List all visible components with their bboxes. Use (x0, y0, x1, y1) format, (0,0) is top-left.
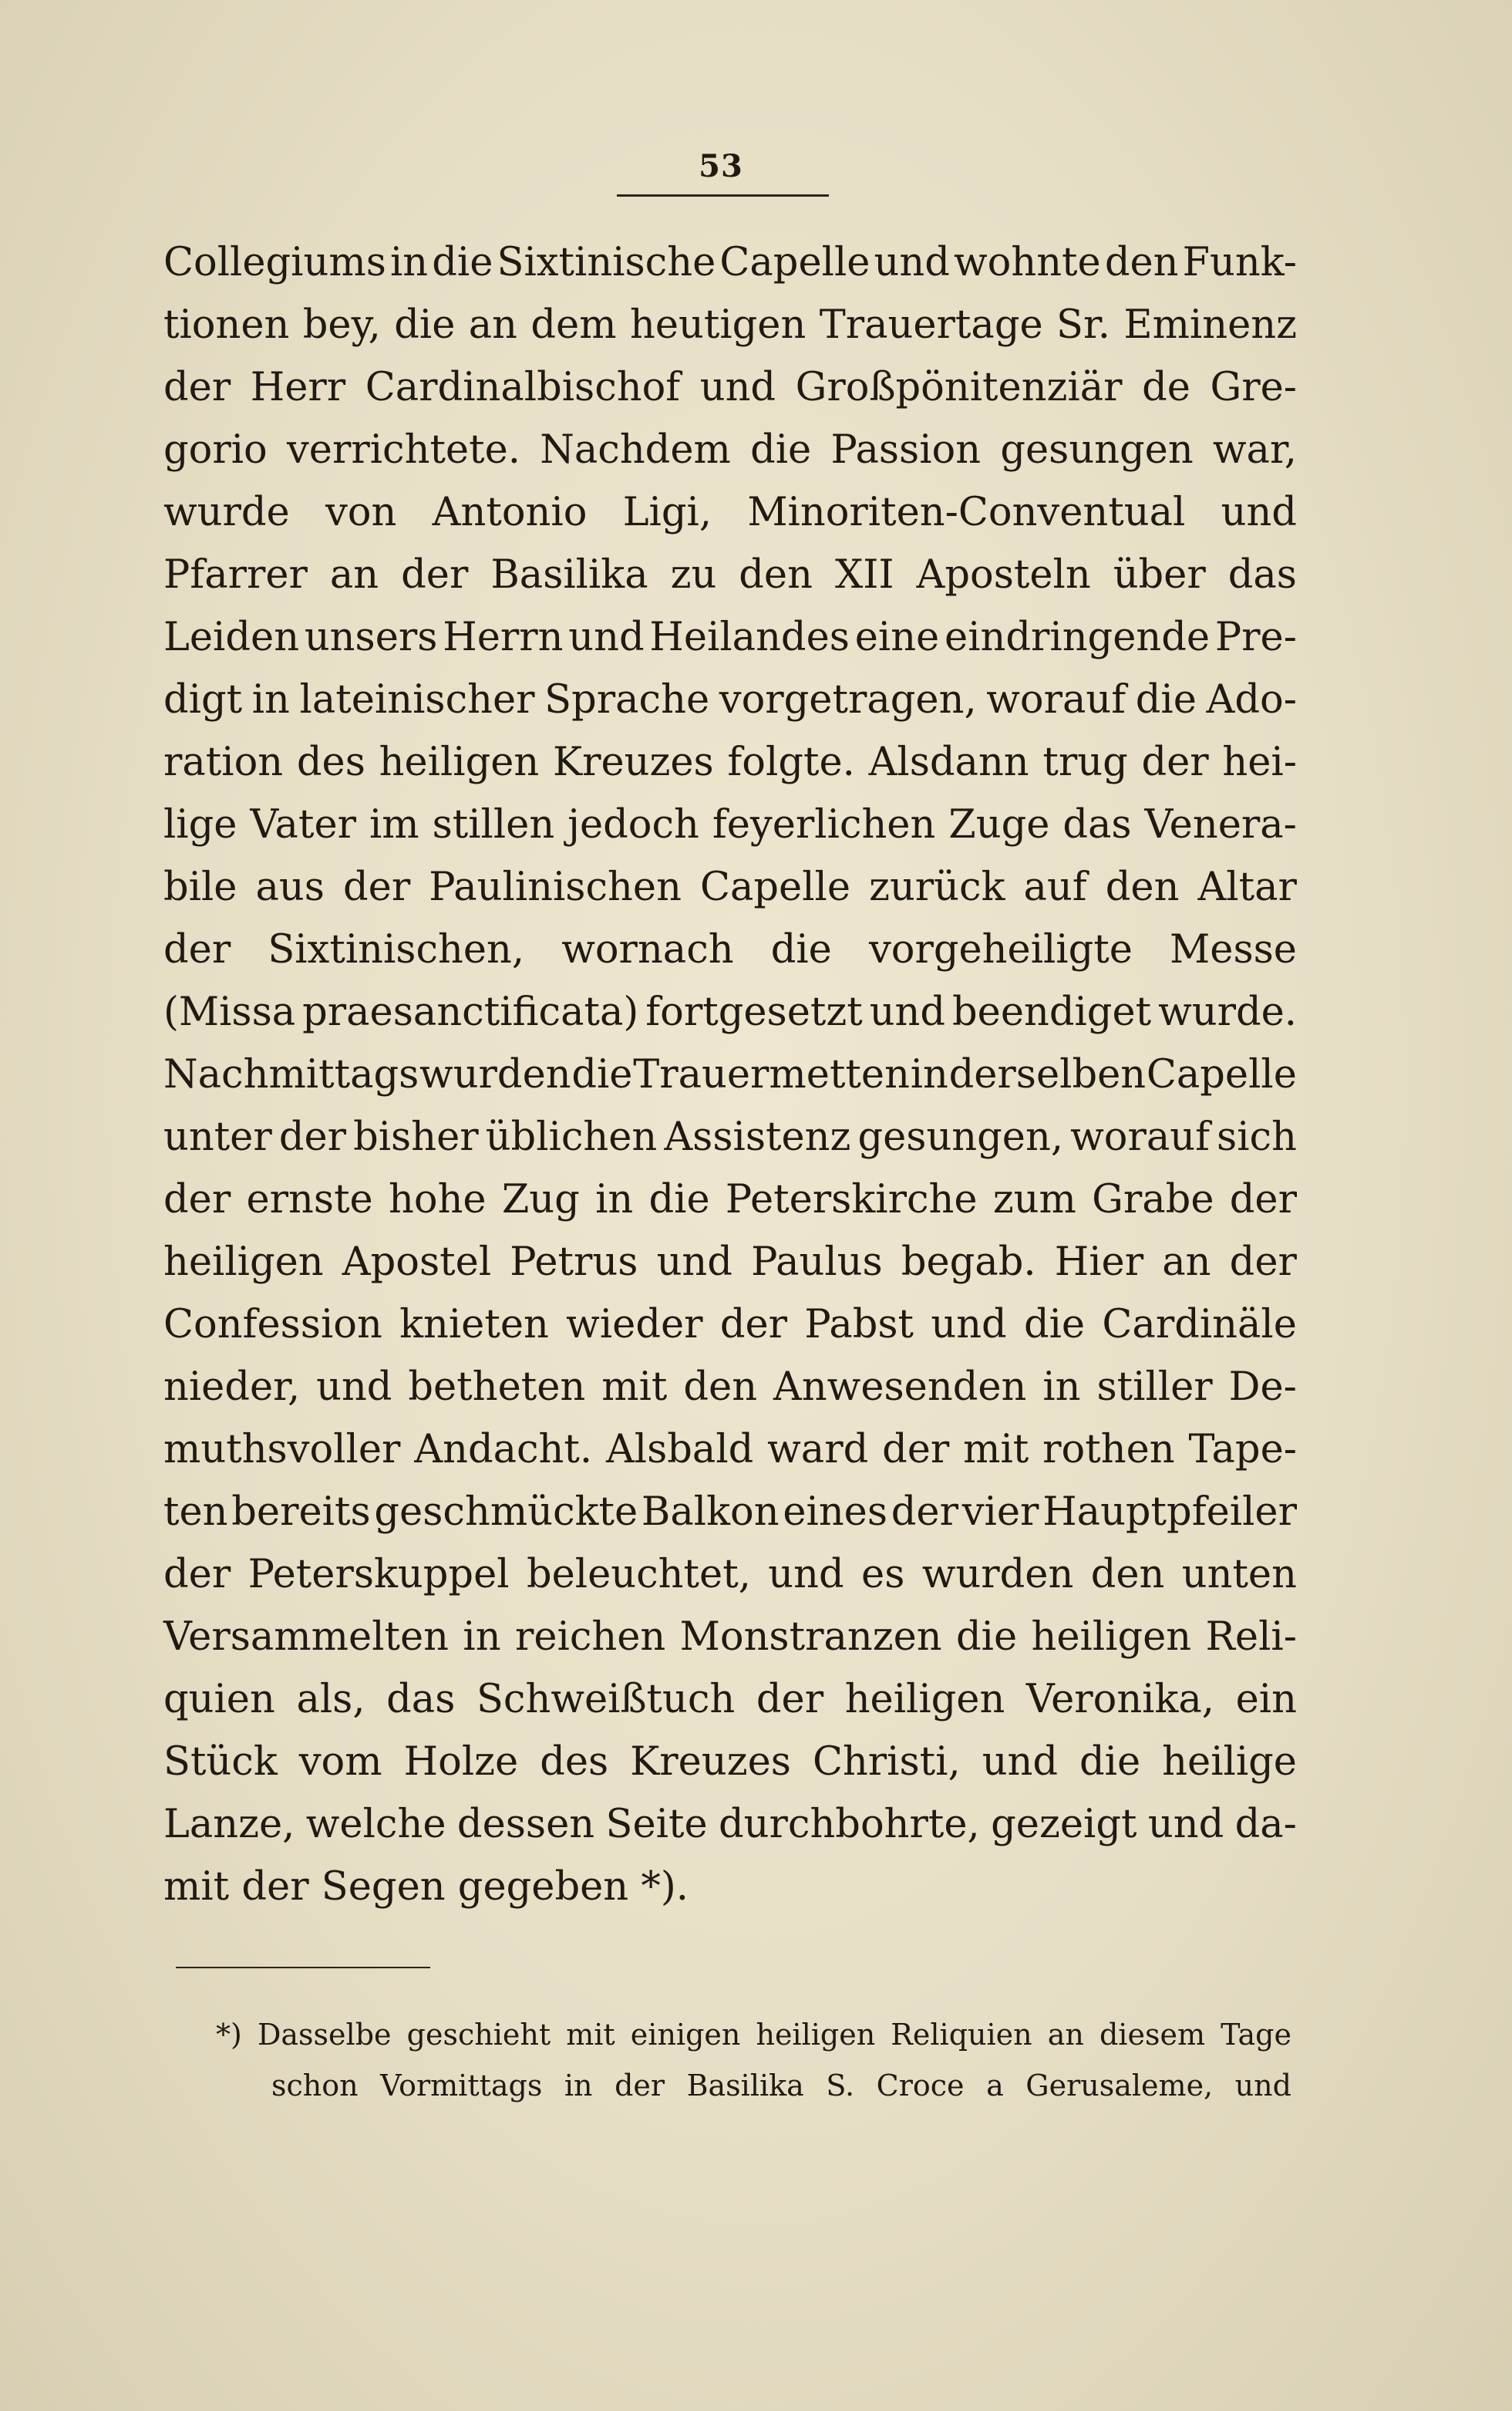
word: Alsdann (868, 740, 1029, 785)
text-line (163, 1793, 1297, 1856)
word: die (955, 1614, 1018, 1660)
word: eindringende (945, 615, 1211, 660)
word: Stück (163, 1739, 278, 1785)
word: die (648, 1177, 710, 1222)
word: der (163, 927, 231, 973)
word: Balkon (641, 1489, 780, 1535)
word: rothen (1042, 1427, 1175, 1472)
text-line (163, 1044, 1297, 1106)
word: der (278, 1114, 347, 1160)
word: wohnte (954, 240, 1101, 285)
word: heiligen (844, 1677, 1005, 1722)
word: vorgetragen, (719, 677, 977, 723)
text-line (163, 981, 1297, 1044)
word: derselben (948, 1052, 1147, 1098)
word: und (869, 990, 946, 1035)
word: verrichtete. (286, 427, 521, 473)
word: Kreuzes (552, 740, 714, 785)
word: muthsvoller (163, 1427, 401, 1472)
word: unten (1181, 1552, 1297, 1597)
word: den (683, 1364, 758, 1410)
text-line (163, 1293, 1297, 1356)
word: a (986, 2069, 1004, 2102)
word: Trauermetten (633, 1052, 910, 1098)
word: vorgeheiligte (868, 927, 1133, 973)
word: Aposteln (916, 552, 1091, 598)
word: dessen (456, 1802, 595, 1847)
word: die (1079, 1739, 1141, 1785)
word: die (432, 240, 493, 285)
word: Pabst (804, 1302, 914, 1347)
word: der (401, 552, 469, 598)
word: praesanctificata) (302, 990, 639, 1035)
text-line (163, 731, 1297, 794)
word: unsers (304, 615, 438, 660)
word: der (1141, 740, 1209, 785)
word: an (1047, 2018, 1084, 2052)
word: Altar (1197, 865, 1297, 910)
word: vier (961, 1489, 1039, 1535)
word: ein (1235, 1677, 1297, 1722)
word: Gre- (1210, 365, 1297, 410)
page-number: 53 (699, 148, 743, 184)
word: von (325, 490, 397, 535)
word: Holze (403, 1739, 519, 1785)
word: Capelle (1146, 1052, 1297, 1098)
text-line (163, 1668, 1297, 1731)
word: die (394, 302, 456, 348)
word: schon (271, 2069, 359, 2102)
word: ward (767, 1427, 869, 1472)
word: und (699, 365, 776, 410)
word: mit (566, 2018, 615, 2052)
word: fortgesetzt (645, 990, 863, 1035)
word: stiller (1096, 1364, 1213, 1410)
text-line (163, 919, 1297, 981)
word: dem (530, 302, 617, 348)
word: eine (854, 615, 940, 660)
word: Andacht. (414, 1427, 593, 1472)
word: gorio (163, 427, 268, 473)
word: Hauptpfeiler (1042, 1489, 1297, 1535)
word: die (1023, 1302, 1086, 1347)
word: XII (834, 552, 894, 598)
word: Sixtinischen, (268, 927, 525, 973)
word: war, (1212, 427, 1297, 473)
word: Funk- (1182, 240, 1297, 285)
word: Herr (250, 365, 346, 410)
word: heiligen (756, 2018, 876, 2052)
word: und (568, 615, 645, 660)
word: und (1147, 1802, 1224, 1847)
word: Sprache (544, 677, 710, 723)
word: des (296, 740, 365, 785)
word: in (389, 240, 429, 285)
word: worauf (986, 677, 1126, 723)
word: und (931, 1302, 1007, 1347)
word: im (369, 802, 419, 848)
word: zu (670, 552, 717, 598)
footnote-rule (176, 1967, 430, 1968)
word: das (1062, 802, 1132, 848)
word: wieder (566, 1302, 703, 1347)
word: und (982, 1739, 1059, 1785)
word: es (861, 1552, 905, 1597)
word: mit (601, 1364, 668, 1410)
word: Reli- (1205, 1614, 1297, 1660)
text-line (163, 1418, 1297, 1481)
word: feyerlichen (712, 802, 936, 848)
word: zum (992, 1177, 1076, 1222)
word: Minoriten-Conventual (747, 490, 1186, 535)
word: und (768, 1552, 844, 1597)
word: der (342, 865, 411, 910)
word: Eminenz (1123, 302, 1297, 348)
word: den (1090, 1552, 1165, 1597)
word: der (891, 1489, 958, 1535)
word: der (719, 1302, 788, 1347)
word: Collegiums (163, 240, 386, 285)
word: worauf (1070, 1114, 1210, 1160)
text-line (163, 419, 1297, 481)
word: Heilandes (649, 615, 850, 660)
word: und (1221, 490, 1297, 535)
word: der (1229, 1177, 1297, 1222)
text-line (163, 1606, 1297, 1668)
word: geschmückte (374, 1489, 638, 1535)
word: den (1105, 865, 1180, 910)
word: Basilika (686, 2069, 804, 2102)
word: die (750, 427, 812, 473)
word: Herrn (443, 615, 564, 660)
word: vom (298, 1739, 382, 1785)
word: ernste (246, 1177, 373, 1222)
word: wurden (921, 1552, 1074, 1597)
word: in (463, 1614, 501, 1660)
word: in (564, 2069, 593, 2102)
word: gesungen, (857, 1114, 1064, 1160)
word: De- (1228, 1364, 1297, 1410)
word: heiligen (1031, 1614, 1192, 1660)
word: heutigen (629, 302, 807, 348)
word: ten (163, 1489, 228, 1535)
word: bereits (231, 1489, 371, 1535)
word: beleuchtet, (526, 1552, 751, 1597)
word: Apostel (342, 1239, 492, 1285)
word: Paulinischen (429, 865, 682, 910)
word: Trauertage (819, 302, 1043, 348)
word: stillen (432, 802, 555, 848)
word: Capelle (699, 865, 851, 910)
word: und (1234, 2069, 1291, 2102)
word: in (910, 1052, 948, 1098)
word: Capelle (719, 240, 870, 285)
word: Basilika (490, 552, 648, 598)
text-line: mit der Segen gegeben *). (163, 1864, 689, 1910)
word: knieten (399, 1302, 549, 1347)
text-line (163, 606, 1297, 669)
word: S. (826, 2069, 855, 2102)
word: Pre- (1214, 615, 1297, 660)
word: in (595, 1177, 634, 1222)
word: Hier (1054, 1239, 1144, 1285)
text-line (163, 1356, 1297, 1418)
word: hohe (389, 1177, 487, 1222)
text-line (163, 1168, 1297, 1231)
word: Tape- (1188, 1427, 1297, 1472)
word: heilige (1162, 1739, 1297, 1785)
word: der (163, 365, 231, 410)
word: Dasselbe (257, 2018, 392, 2052)
word: gezeigt (991, 1802, 1137, 1847)
word: Petrus (510, 1239, 638, 1285)
footnote-line (216, 2060, 1291, 2111)
word: der (163, 1552, 231, 1597)
word: Leiden (163, 615, 300, 660)
word: der (882, 1427, 950, 1472)
word: Gerusaleme, (1025, 2069, 1214, 2102)
word: üblichen (485, 1114, 658, 1160)
word: welche (305, 1802, 446, 1847)
word: da- (1234, 1802, 1297, 1847)
word: Cardinalbischof (365, 365, 681, 410)
word: Venera- (1144, 802, 1297, 848)
word: diesem (1099, 2018, 1205, 2052)
word: Peterskuppel (248, 1552, 510, 1597)
word: die (1135, 677, 1197, 723)
word: Lanze, (163, 1802, 295, 1847)
word: des (540, 1739, 609, 1785)
word: Messe (1170, 927, 1297, 973)
footnote-line (216, 2009, 1291, 2060)
word: den (739, 552, 813, 598)
word: auf (1023, 865, 1087, 910)
footnote (216, 2009, 1291, 2111)
word: die (770, 927, 832, 973)
word: Versammelten (163, 1614, 450, 1660)
text-line (163, 1543, 1297, 1606)
word: Kreuzes (630, 1739, 791, 1785)
word: begab. (901, 1239, 1036, 1285)
word: der (1229, 1239, 1297, 1285)
word: Schweißtuch (476, 1677, 736, 1722)
word: betheten (408, 1364, 586, 1410)
word: und (874, 240, 950, 285)
word: Veronika, (1025, 1677, 1215, 1722)
word: heiligen (163, 1239, 324, 1285)
word: aus (255, 865, 325, 910)
text-line (163, 1731, 1297, 1793)
body-text (163, 231, 1297, 1918)
word: durchbohrte, (719, 1802, 980, 1847)
word: Cardinäle (1102, 1302, 1297, 1347)
word: zurück (869, 865, 1005, 910)
word: folgte. (727, 740, 855, 785)
word: heiligen (379, 740, 540, 785)
word: Großpönitenziär (795, 365, 1123, 410)
word: Alsbald (605, 1427, 754, 1472)
text-line (163, 1231, 1297, 1293)
word: wurde (163, 490, 290, 535)
word: Zug (501, 1177, 580, 1222)
word: der (756, 1677, 824, 1722)
word: in (251, 677, 290, 723)
word: bey, (302, 302, 381, 348)
word: jedoch (567, 802, 699, 848)
word: Zuge (948, 802, 1050, 848)
word: Paulus (751, 1239, 883, 1285)
word: und (316, 1364, 392, 1410)
word: Pfarrer (163, 552, 308, 598)
header-rule (617, 194, 829, 197)
word: Vater (250, 802, 357, 848)
word: Nachdem (540, 427, 731, 473)
word: einigen (630, 2018, 741, 2052)
word: wurde. (1158, 990, 1297, 1035)
word: Vormittags (380, 2069, 543, 2102)
word: (Missa (163, 990, 296, 1035)
word: bile (163, 865, 237, 910)
word: und (656, 1239, 732, 1285)
word: bisher (353, 1114, 479, 1160)
text-line (163, 294, 1297, 356)
word: Nachmittags (163, 1052, 419, 1098)
word: lige (163, 802, 237, 848)
word: das (386, 1677, 456, 1722)
word: sich (1217, 1114, 1297, 1160)
word: ration (163, 740, 284, 785)
text-line (163, 481, 1297, 544)
word: an (329, 552, 379, 598)
text-line (163, 856, 1297, 919)
word: an (1162, 1239, 1211, 1285)
word: Reliquien (891, 2018, 1032, 2052)
word: de (1142, 365, 1190, 410)
word: Anwesenden (773, 1364, 1027, 1410)
word: eines (783, 1489, 888, 1535)
word: Ligi, (622, 490, 712, 535)
text-line (163, 669, 1297, 731)
word: Sixtinische (497, 240, 716, 285)
text-line (163, 544, 1297, 606)
word: Passion (830, 427, 982, 473)
word: tionen (163, 302, 290, 348)
text-line (163, 231, 1297, 294)
word: mit (963, 1427, 1029, 1472)
text-line (163, 1481, 1297, 1543)
word: die (571, 1052, 633, 1098)
word: wornach (561, 927, 734, 973)
word: hei- (1222, 740, 1297, 785)
word: nieder, (163, 1364, 301, 1410)
word: in (1042, 1364, 1081, 1410)
word: Croce (876, 2069, 965, 2102)
word: Sr. (1056, 302, 1110, 348)
word: beendiget (951, 990, 1152, 1035)
word: das (1227, 552, 1297, 598)
word: Christi, (812, 1739, 961, 1785)
word: Confession (163, 1302, 382, 1347)
word: gesungen (1000, 427, 1194, 473)
word: Monstranzen (679, 1614, 942, 1660)
word: unter (163, 1114, 272, 1160)
word: der (615, 2069, 665, 2102)
word: Ado- (1206, 677, 1297, 723)
word: den (1104, 240, 1179, 285)
word: reichen (514, 1614, 666, 1660)
word: *) (216, 2018, 242, 2052)
text-line (163, 794, 1297, 856)
word: Peterskirche (725, 1177, 978, 1222)
word: über (1113, 552, 1206, 598)
word: Seite (605, 1802, 708, 1847)
word: geschieht (406, 2018, 551, 2052)
text-line (163, 1106, 1297, 1168)
text-line (163, 356, 1297, 419)
word: an (468, 302, 518, 348)
word: trug (1042, 740, 1128, 785)
word: quien (163, 1677, 275, 1722)
word: Antonio (432, 490, 588, 535)
word: Grabe (1092, 1177, 1214, 1222)
word: lateinischer (299, 677, 535, 723)
word: der (163, 1177, 231, 1222)
word: wurden (419, 1052, 571, 1098)
word: Assistenz (664, 1114, 851, 1160)
word: digt (163, 677, 243, 723)
word: Tage (1221, 2018, 1291, 2052)
word: als, (296, 1677, 365, 1722)
